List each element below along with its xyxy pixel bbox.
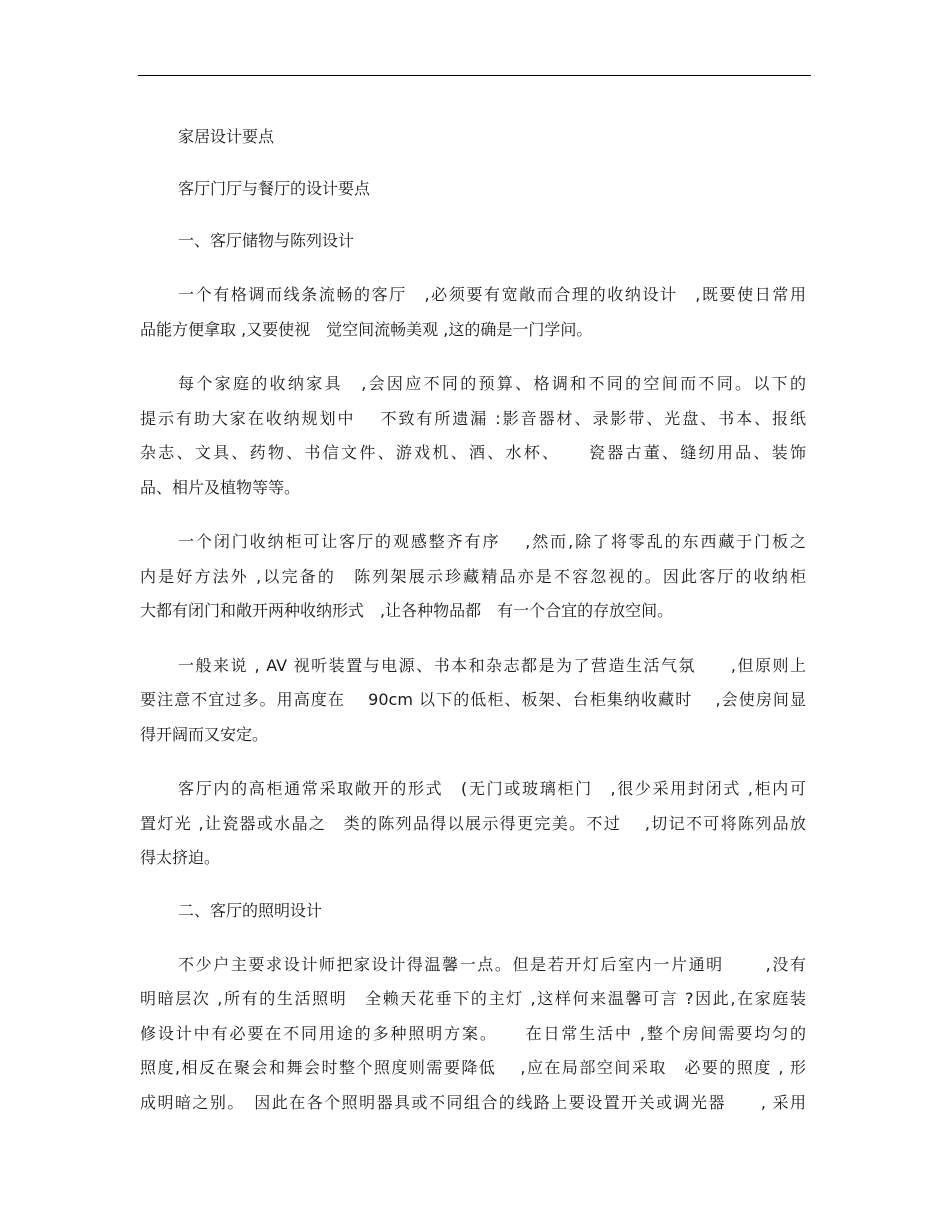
paragraph-line: 得太挤迫。 xyxy=(140,848,221,867)
paragraph-line: 成明暗之别。 因此在各个照明器具或不同组合的线路上要设置开关或调光器 , 采用 xyxy=(140,1092,806,1112)
subsection-heading-storage: 一、客厅储物与陈列设计 xyxy=(178,231,355,250)
paragraph-line: 得开阔而又安定。 xyxy=(140,724,269,744)
paragraph-line: 明暗层次 ,所有的生活照明 全赖天花垂下的主灯 ,这样何来温馨可言 ?因此,在家庭装 xyxy=(140,989,806,1008)
paragraph-line: 大都有闭门和敞开两种收纳形式 ,让各种物品都 有一个合宜的存放空间。 xyxy=(140,601,674,620)
paragraph-line: 每个家庭的收纳家具 ,会因应不同的预算、格调和不同的空间而不同。以下的 xyxy=(178,374,806,393)
paragraph xyxy=(140,278,806,347)
paragraph xyxy=(140,948,806,1121)
document-body xyxy=(140,122,806,1140)
subsection-heading-lighting: 二、客厅的照明设计 xyxy=(178,900,323,920)
paragraph xyxy=(140,525,806,629)
paragraph-line: 一个有格调而线条流畅的客厅 ,必须要有宽敞而合理的收纳设计 ,既要使日常用 xyxy=(178,285,806,304)
section-title: 客厅门厅与餐厅的设计要点 xyxy=(178,179,371,198)
paragraph-line: 要注意不宜过多。用高度在 90cm 以下的低柜、板架、台柜集纳收藏时 ,会使房间显 xyxy=(140,690,806,709)
paragraph-line: 置灯光 ,让瓷器或水晶之 类的陈列品得以展示得更完美。不过 ,切记不可将陈列品放 xyxy=(140,813,806,833)
paragraph-line: 修设计中有必要在不同用途的多种照明方案。 在日常生活中 ,整个房间需要均匀的 xyxy=(140,1023,806,1043)
paragraph xyxy=(140,772,806,876)
paragraph-line: 照度,相反在聚会和舞会时整个照度则需要降低 ,应在局部空间采取 必要的照度 , 形 xyxy=(140,1058,806,1077)
paragraph-line: 提示有助大家在收纳规划中 不致有所遗漏 :影音器材、录影带、光盘、书本、报纸 xyxy=(140,408,806,428)
header-rule xyxy=(138,75,811,76)
paragraph-line: 杂志、文具、药物、书信文件、游戏机、酒、水杯、 瓷器古董、缝纫用品、装饰 xyxy=(140,443,806,462)
paragraph xyxy=(140,649,806,753)
paragraph-line: 客厅内的高柜通常采取敞开的形式 (无门或玻璃柜门 ,很少采用封闭式 ,柜内可 xyxy=(178,779,806,798)
paragraph-line: 一般来说 , AV 视听装置与电源、书本和杂志都是为了营造生活气氛 ,但原则上 xyxy=(178,655,806,675)
document-title: 家居设计要点 xyxy=(178,127,275,146)
paragraph xyxy=(140,367,806,505)
paragraph-line: 品能方便拿取 ,又要使视 觉空间流畅美观 ,这的确是一门学问。 xyxy=(140,319,593,339)
paragraph-line: 一个闭门收纳柜可让客厅的观感整齐有序 ,然而,除了将零乱的东西藏于门板之 xyxy=(178,532,806,551)
paragraph-line: 内是好方法外 ,以完备的 陈列架展示珍藏精品亦是不容忽视的。因此客厅的收纳柜 xyxy=(140,566,806,586)
paragraph-line: 品、相片及植物等等。 xyxy=(140,477,301,497)
paragraph-line: 不少户主要求设计师把家设计得温馨一点。但是若开灯后室内一片通明 ,没有 xyxy=(178,954,806,974)
